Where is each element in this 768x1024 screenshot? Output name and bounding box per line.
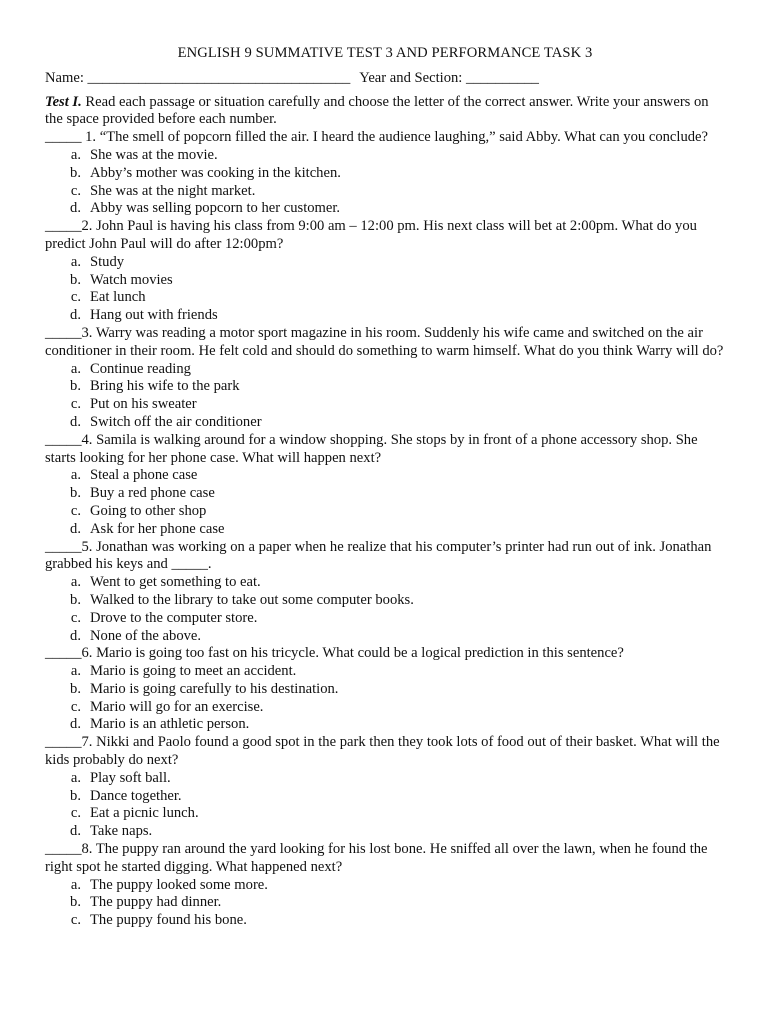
option-letter: a. bbox=[70, 574, 81, 591]
answer-option bbox=[45, 912, 725, 930]
option-text: Steal a phone case bbox=[90, 467, 198, 484]
option-text: Bring his wife to the park bbox=[90, 378, 240, 395]
option-text: The puppy found his bone. bbox=[90, 912, 247, 929]
question-stem: _____2. John Paul is having his class from 9:00 am – 12:00 pm. His next class will bet at 2:00pm. What do you predict John Paul will do after 12:00pm? bbox=[45, 218, 697, 252]
option-letter: d. bbox=[70, 413, 81, 430]
option-text: Walked to the library to take out some computer books. bbox=[90, 591, 414, 608]
option-letter: c. bbox=[70, 502, 81, 519]
option-letter: b. bbox=[70, 680, 81, 697]
option-letter: d. bbox=[70, 520, 81, 537]
question-item bbox=[45, 325, 725, 432]
answer-option bbox=[45, 663, 725, 681]
answer-options bbox=[45, 574, 725, 645]
answer-option bbox=[45, 147, 725, 165]
question-item bbox=[45, 129, 725, 218]
question-stem: _____4. Samila is walking around for a window shopping. She stops by in front of a phone accessory shop. She starts looking for her phone case. What will happen next? bbox=[45, 431, 698, 466]
answer-option bbox=[45, 823, 725, 841]
option-text: Mario is going carefully to his destination. bbox=[90, 680, 339, 697]
answer-option bbox=[45, 361, 725, 379]
answer-option bbox=[45, 378, 725, 396]
student-info-row bbox=[45, 70, 725, 88]
option-letter: d. bbox=[70, 627, 81, 644]
option-letter: b. bbox=[70, 164, 81, 181]
test-document bbox=[45, 45, 725, 930]
option-letter: c. bbox=[70, 289, 81, 306]
question-stem: _____7. Nikki and Paolo found a good spot in the park then they took lots of food out of their basket. What will the kids probably do next? bbox=[45, 734, 720, 769]
question-item bbox=[45, 841, 725, 930]
answer-options bbox=[45, 147, 725, 218]
answer-options bbox=[45, 254, 725, 325]
option-letter: c. bbox=[70, 609, 81, 626]
year-section-field-label: Year and Section: __________ bbox=[359, 69, 539, 86]
option-text: Study bbox=[90, 253, 125, 270]
option-letter: c. bbox=[70, 805, 81, 822]
answer-option bbox=[45, 699, 725, 717]
instructions-text: Read each passage or situation carefully and choose the letter of the correct answer. Write your answers on the space provided before each number. bbox=[45, 93, 709, 128]
answer-option bbox=[45, 805, 725, 823]
option-text: Eat a picnic lunch. bbox=[90, 805, 199, 822]
question-item bbox=[45, 218, 725, 325]
answer-options bbox=[45, 663, 725, 734]
option-text: Eat lunch bbox=[90, 289, 146, 306]
option-text: Mario will go for an exercise. bbox=[90, 698, 264, 715]
option-text: Watch movies bbox=[90, 271, 173, 288]
option-letter: a. bbox=[70, 663, 81, 680]
answer-option bbox=[45, 200, 725, 218]
question-item bbox=[45, 734, 725, 841]
answer-option bbox=[45, 467, 725, 485]
option-letter: c. bbox=[70, 182, 81, 199]
answer-options bbox=[45, 770, 725, 841]
document-title: ENGLISH 9 SUMMATIVE TEST 3 AND PERFORMANCE TASK 3 bbox=[177, 45, 593, 61]
option-letter: b. bbox=[70, 485, 81, 502]
question-stem: _____ 1. “The smell of popcorn filled the air. I heard the audience laughing,” said Abby. What can you conclude? bbox=[45, 129, 708, 146]
option-letter: b. bbox=[70, 378, 81, 395]
answer-option bbox=[45, 165, 725, 183]
option-letter: a. bbox=[70, 253, 81, 270]
answer-option bbox=[45, 254, 725, 272]
answer-options bbox=[45, 467, 725, 538]
answer-option bbox=[45, 396, 725, 414]
option-text: Drove to the computer store. bbox=[90, 609, 258, 626]
answer-option bbox=[45, 877, 725, 895]
option-text: Abby was selling popcorn to her customer. bbox=[90, 200, 341, 217]
answer-options bbox=[45, 361, 725, 432]
answer-options bbox=[45, 877, 725, 930]
option-text: Mario is going to meet an accident. bbox=[90, 663, 297, 680]
name-field-label: Name: ____________________________________ bbox=[45, 69, 351, 86]
option-text: The puppy had dinner. bbox=[90, 894, 222, 911]
option-text: She was at the night market. bbox=[90, 182, 256, 199]
option-text: She was at the movie. bbox=[90, 146, 218, 163]
option-text: Take naps. bbox=[90, 823, 153, 840]
answer-option bbox=[45, 628, 725, 646]
option-text: Dance together. bbox=[90, 787, 182, 804]
question-stem: _____3. Warry was reading a motor sport magazine in his room. Suddenly his wife came and switched on the air conditioner in their room. He felt cold and should do something to warm himself. What do you think Warry will do? bbox=[45, 324, 724, 359]
answer-option bbox=[45, 272, 725, 290]
answer-option bbox=[45, 592, 725, 610]
option-text: Went to get something to eat. bbox=[90, 574, 261, 591]
option-letter: b. bbox=[70, 591, 81, 608]
option-letter: c. bbox=[70, 396, 81, 413]
option-letter: b. bbox=[70, 894, 81, 911]
option-text: Buy a red phone case bbox=[90, 485, 215, 502]
test-instructions bbox=[45, 94, 725, 130]
question-item bbox=[45, 645, 725, 734]
option-text: Going to other shop bbox=[90, 502, 207, 519]
option-letter: a. bbox=[70, 146, 81, 163]
option-text: Put on his sweater bbox=[90, 396, 197, 413]
question-item bbox=[45, 539, 725, 646]
option-letter: a. bbox=[70, 467, 81, 484]
option-letter: d. bbox=[70, 307, 81, 324]
option-text: Continue reading bbox=[90, 360, 191, 377]
answer-option bbox=[45, 788, 725, 806]
test-label: Test I. bbox=[45, 93, 82, 110]
answer-option bbox=[45, 414, 725, 432]
option-letter: b. bbox=[70, 787, 81, 804]
question-stem: _____5. Jonathan was working on a paper when he realize that his computer’s printer had run out of ink. Jonathan grabbed his keys and _____. bbox=[45, 538, 712, 573]
option-text: Mario is an athletic person. bbox=[90, 716, 250, 733]
answer-option bbox=[45, 610, 725, 628]
answer-option bbox=[45, 289, 725, 307]
option-letter: d. bbox=[70, 200, 81, 217]
option-letter: a. bbox=[70, 769, 81, 786]
answer-option bbox=[45, 716, 725, 734]
answer-option bbox=[45, 485, 725, 503]
option-text: Hang out with friends bbox=[90, 307, 218, 324]
option-letter: b. bbox=[70, 271, 81, 288]
answer-option bbox=[45, 894, 725, 912]
option-letter: c. bbox=[70, 912, 81, 929]
answer-option bbox=[45, 770, 725, 788]
option-letter: a. bbox=[70, 360, 81, 377]
option-text: None of the above. bbox=[90, 627, 202, 644]
option-text: Play soft ball. bbox=[90, 769, 171, 786]
option-letter: a. bbox=[70, 876, 81, 893]
answer-option bbox=[45, 503, 725, 521]
option-text: Abby’s mother was cooking in the kitchen. bbox=[90, 164, 341, 181]
question-item bbox=[45, 432, 725, 539]
answer-option bbox=[45, 183, 725, 201]
option-text: The puppy looked some more. bbox=[90, 876, 268, 893]
option-letter: d. bbox=[70, 823, 81, 840]
option-text: Ask for her phone case bbox=[90, 520, 225, 537]
question-stem: _____8. The puppy ran around the yard looking for his lost bone. He sniffed all over the lawn, when he found the right spot he started digging. What happened next? bbox=[45, 841, 708, 875]
question-stem: _____6. Mario is going too fast on his tricycle. What could be a logical prediction in this sentence? bbox=[45, 645, 624, 662]
answer-option bbox=[45, 521, 725, 539]
answer-option bbox=[45, 681, 725, 699]
option-letter: d. bbox=[70, 716, 81, 733]
answer-option bbox=[45, 574, 725, 592]
question-list bbox=[45, 129, 725, 930]
answer-option bbox=[45, 307, 725, 325]
option-text: Switch off the air conditioner bbox=[90, 413, 262, 430]
option-letter: c. bbox=[70, 698, 81, 715]
